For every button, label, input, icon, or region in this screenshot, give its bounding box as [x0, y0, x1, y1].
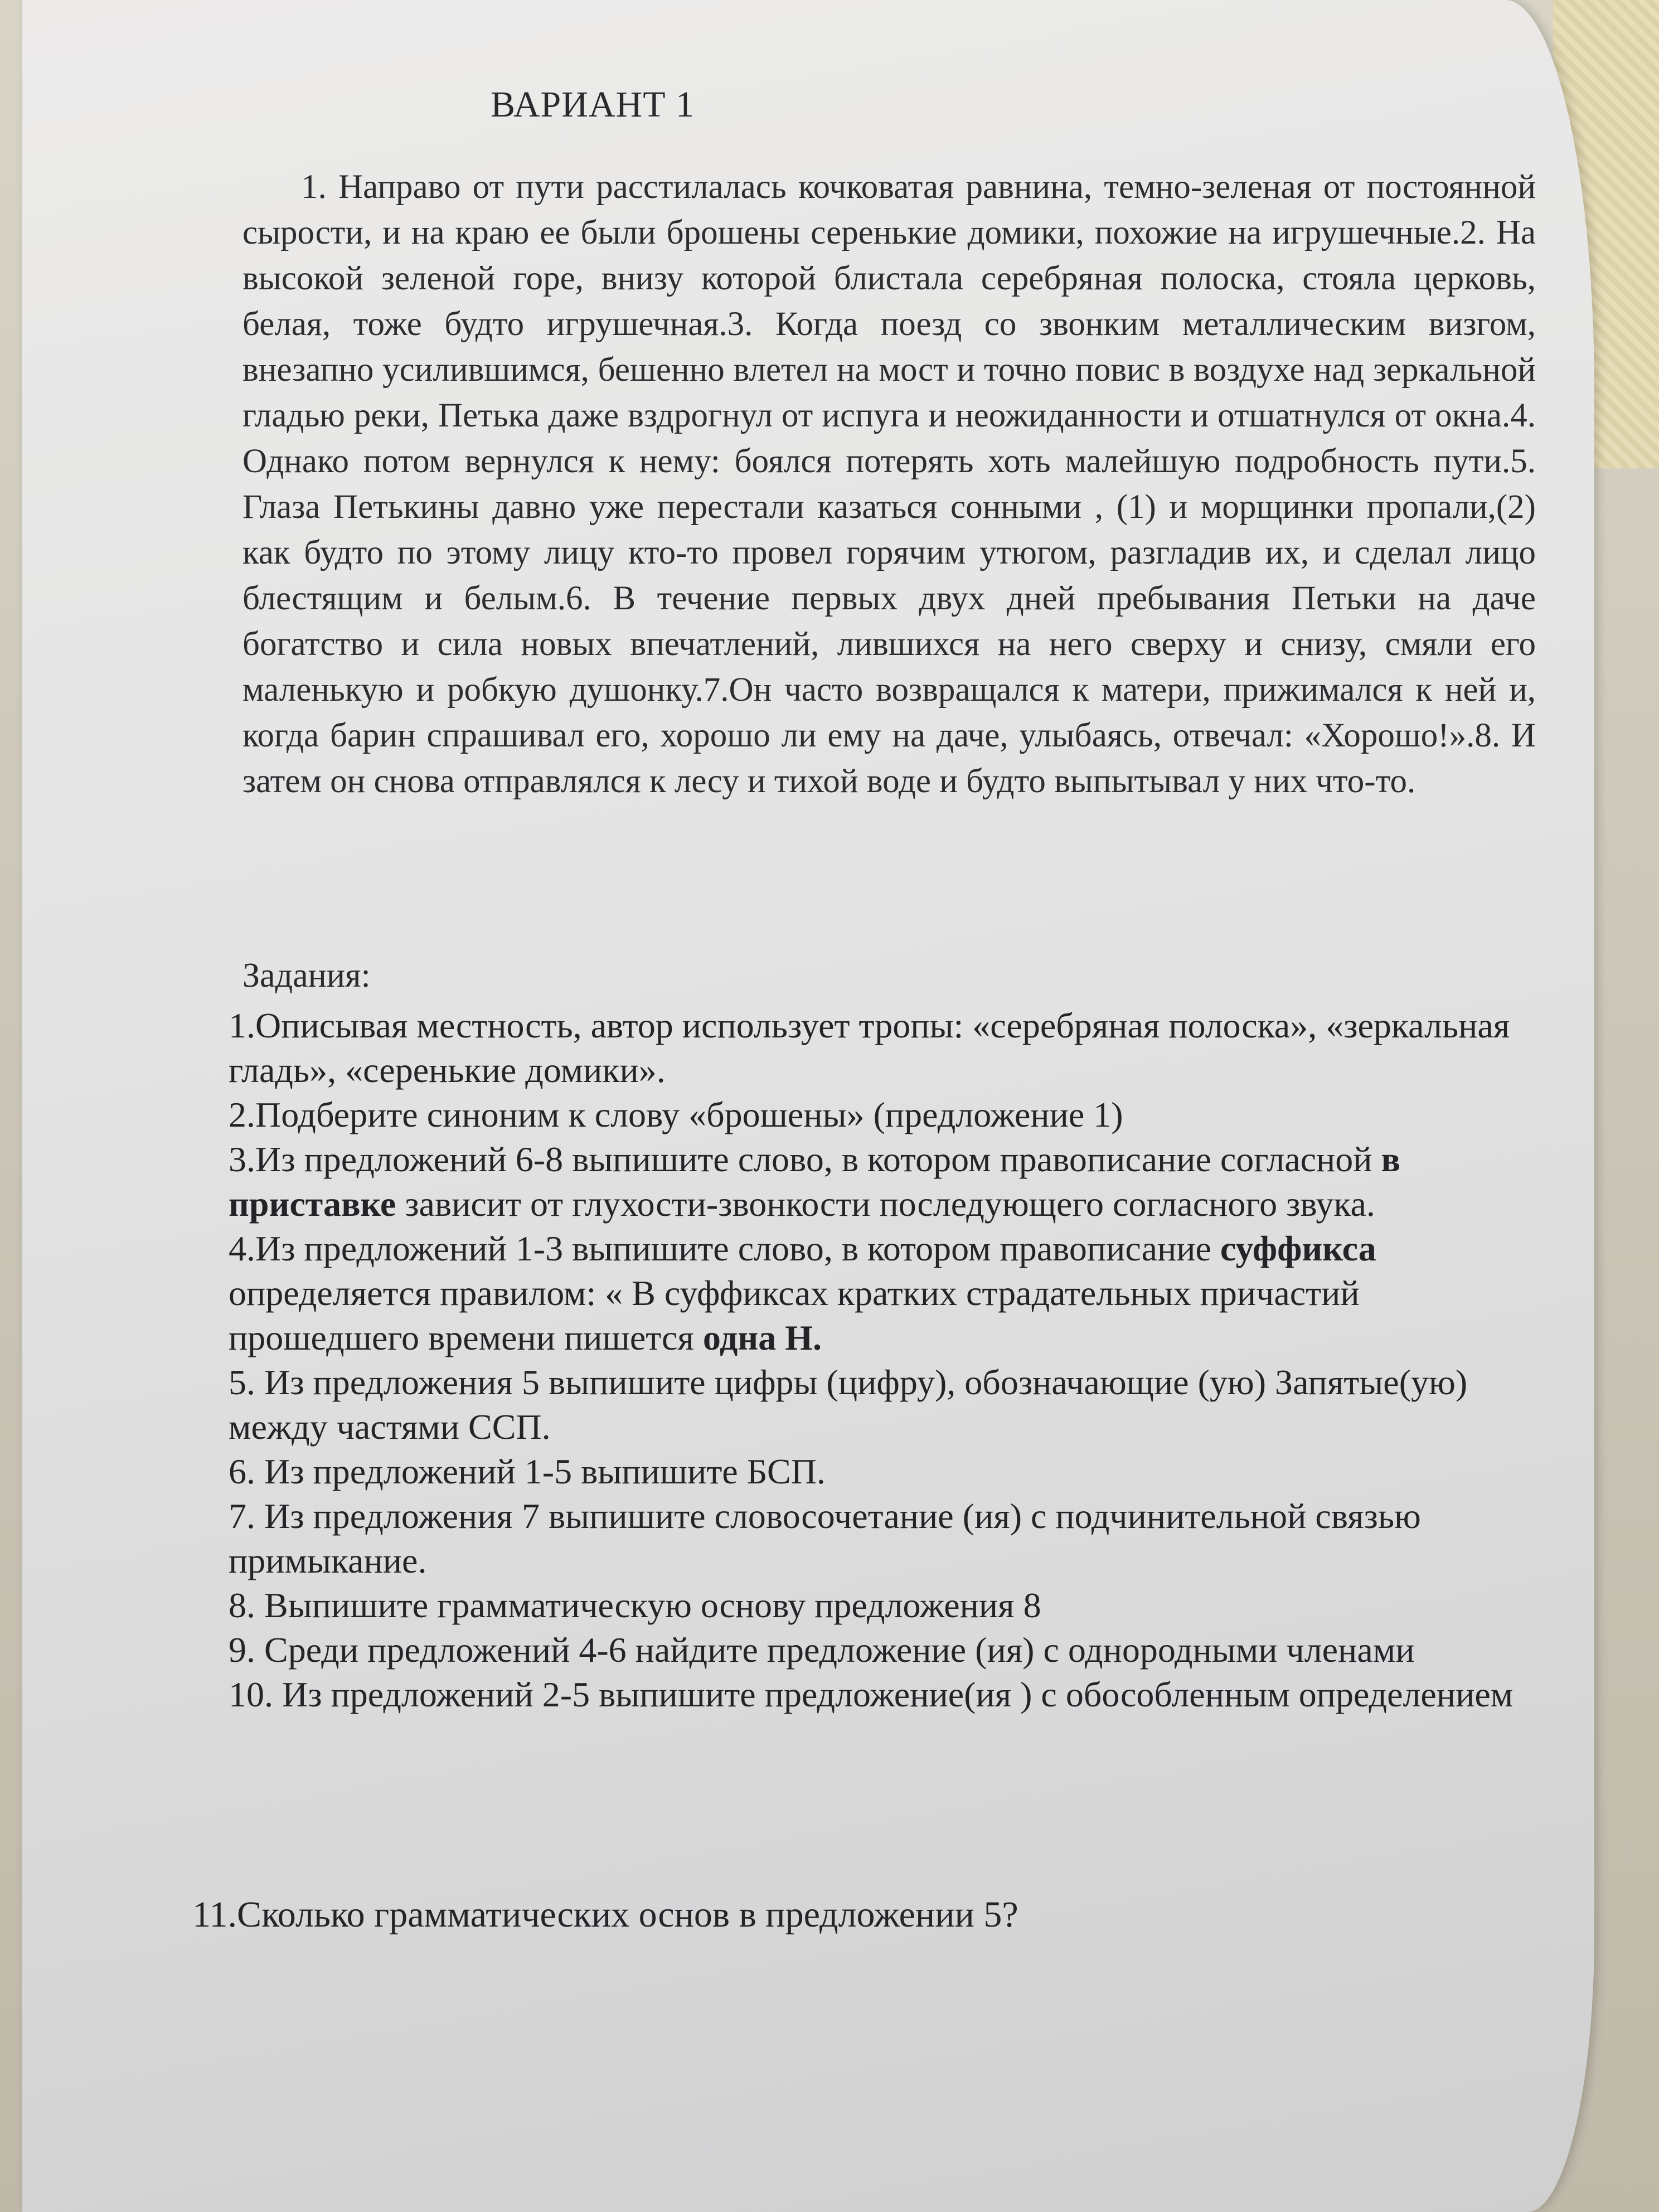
task-4-part-c: определяется правилом: « В суффиксах кратких страдательных причастий прошедшего времени пишется [229, 1273, 1360, 1357]
task-1: 1.Описывая местность, автор использует тропы: «серебряная полоска», «зеркальная гладь», «серенькие домики». [229, 1006, 1510, 1090]
task-4-bold-rule: одна Н. [702, 1318, 822, 1357]
task-3 [229, 1137, 1527, 1226]
task-3-part-c: зависит от глухости-звонкости последующего согласного звука. [396, 1184, 1375, 1224]
page-title: ВАРИАНТ 1 [491, 84, 695, 125]
tasks-list [192, 1003, 1527, 1935]
task-4-bold-suffix: суффикса [1220, 1229, 1376, 1268]
task-7: 7. Из предложения 7 выпишите словосочетание (ия) с подчинительной связью примыкание. [229, 1496, 1421, 1580]
task-4 [229, 1226, 1527, 1360]
task-8: 8. Выпишите грамматическую основу предложения 8 [229, 1585, 1041, 1625]
paper-sheet [22, 0, 1594, 2212]
task-2: 2.Подберите синоним к слову «брошены» (предложение 1) [229, 1095, 1123, 1134]
task-10: 10. Из предложений 2-5 выпишите предложение(ия ) с обособленным определением [229, 1675, 1514, 1714]
task-3-part-a: 3.Из предложений 6-8 выпишите слово, в котором правописание согласной [229, 1139, 1381, 1179]
task-5: 5. Из предложения 5 выпишите цифры (цифру), обозначающие (ую) Запятые(ую) между частями ССП. [229, 1362, 1468, 1447]
task-9: 9. Среди предложений 4-6 найдите предложение (ия) с однородными членами [229, 1630, 1415, 1670]
task-4-part-a: 4.Из предложений 1-3 выпишите слово, в котором правописание [229, 1229, 1220, 1268]
task-11: 11.Сколько грамматических основ в предложении 5? [192, 1894, 1018, 1935]
passage-text: 1. Направо от пути расстилалась кочковатая равнина, темно-зеленая от постоянной сырости, и на краю ее были брошены серенькие домики, похожие на игрушечные.2. На высокой зеленой горе, внизу которой блистала серебряная полоска, стояла церковь, белая, тоже будто игрушечная.3. Когда поезд со звонким металлическим визгом, внезапно усилившимся, бешенно влетел на мост и точно повис в воздухе над зеркальной гладью реки, Петька даже вздрогнул от испуга и неожиданности и отшатнулся от окна.4. Однако потом вернулся к нему: боялся потерять хоть малейшую подробность пути.5. Глаза Петькины давно уже перестали казаться сонными , (1) и морщинки пропали,(2) как будто по этому лицу кто-то провел горячим утюгом, разгладив их, и сделал лицо блестящим и белым.6. В течение первых двух дней пребывания Петьки на даче богатство и сила новых впечатлений, лившихся на него сверху и снизу, смяли его маленькую и робкую душонку.7.Он часто возвращался к матери, прижимался к ней и, когда барин спрашивал его, хорошо ли ему на даче, улыбаясь, отвечал: «Хорошо!».8. И затем он снова отправлялся к лесу и тихой воде и будто выпытывал у них что-то. [242, 168, 1536, 800]
task-3-bold: в приставке [229, 1139, 1401, 1224]
tasks-heading: Задания: [242, 957, 371, 995]
task-6: 6. Из предложений 1-5 выпишите БСП. [229, 1452, 826, 1491]
